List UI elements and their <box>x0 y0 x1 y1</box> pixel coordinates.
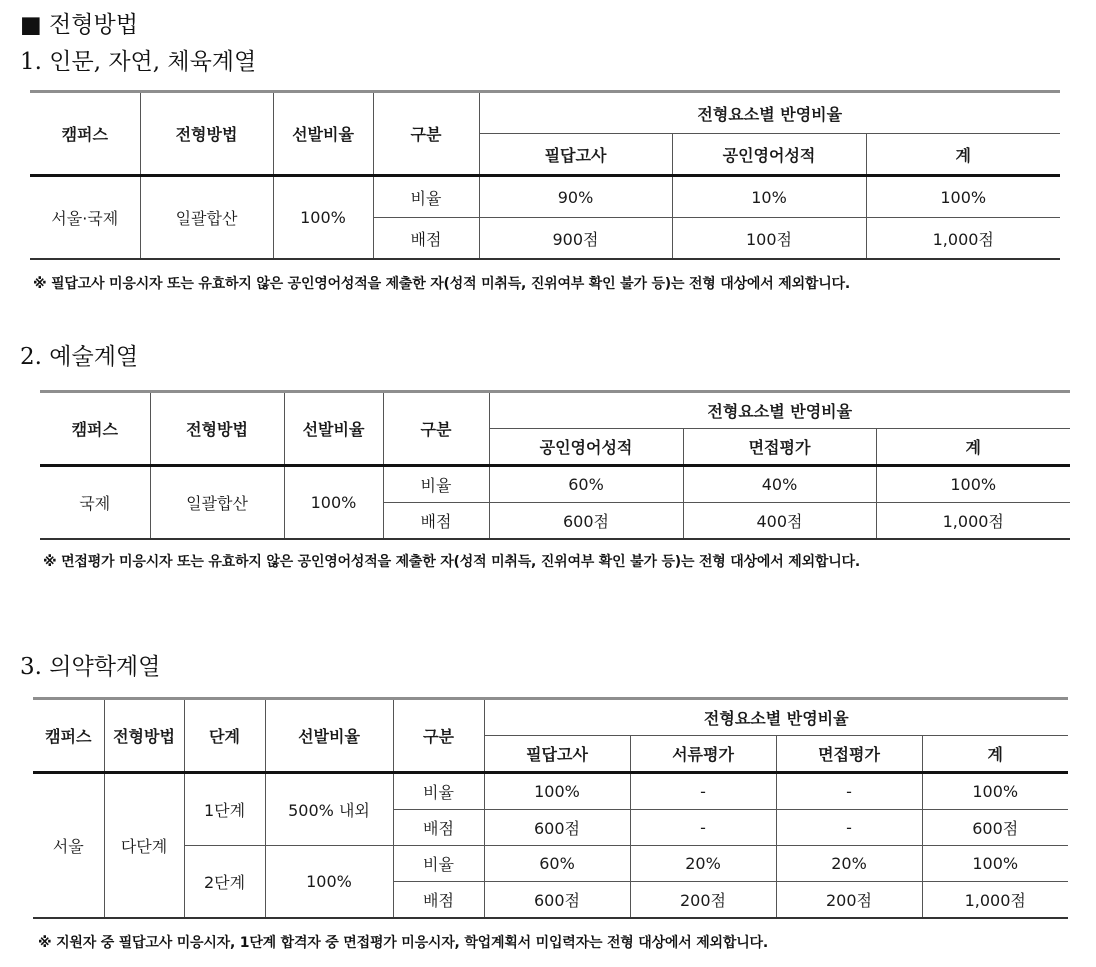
t3-cell-value: 100% <box>922 846 1068 882</box>
page-heading: ■ 전형방법 <box>20 12 138 38</box>
t3-cell-ratio: 100% <box>265 846 393 919</box>
t1-cell-value: 100% <box>866 176 1060 218</box>
selection-table-2 <box>40 390 1070 540</box>
t3-header-element: 서류평가 <box>630 736 776 773</box>
t2-cell-campus: 국제 <box>40 466 150 540</box>
t3-cell-value: - <box>630 773 776 810</box>
t3-cell-value: 1,000점 <box>922 882 1068 919</box>
t3-cell-value: 20% <box>630 846 776 882</box>
t1-header-element: 공인영어성적 <box>672 134 866 176</box>
t3-cell-category: 배점 <box>393 882 484 919</box>
t2-cell-value: 400점 <box>683 503 876 540</box>
t2-header-campus: 캠퍼스 <box>40 392 150 466</box>
t1-cell-value: 1,000점 <box>866 218 1060 260</box>
t2-header-method: 전형방법 <box>150 392 284 466</box>
t3-cell-value: 600점 <box>484 882 630 919</box>
t2-header-ratio: 선발비율 <box>284 392 383 466</box>
t3-header-campus: 캠퍼스 <box>33 699 104 773</box>
t3-cell-category: 비율 <box>393 846 484 882</box>
t1-cell-value: 10% <box>672 176 866 218</box>
t3-header-element: 계 <box>922 736 1068 773</box>
t2-cell-ratio: 100% <box>284 466 383 540</box>
section-note-1: ※ 필답고사 미응시자 또는 유효하지 않은 공인영어성적을 제출한 자(성적 미취득, 진위여부 확인 불가 등)는 전형 대상에서 제외합니다. <box>33 276 850 292</box>
t3-cell-stage: 2단계 <box>184 846 265 919</box>
t3-cell-stage: 1단계 <box>184 773 265 846</box>
t3-cell-value: 200점 <box>776 882 922 919</box>
section-note-3: ※ 지원자 중 필답고사 미응시자, 1단계 합격자 중 면접평가 미응시자, 학업계획서 미입력자는 전형 대상에서 제외합니다. <box>38 935 768 951</box>
t1-header-group: 전형요소별 반영비율 <box>479 92 1060 134</box>
t3-cell-value: - <box>776 773 922 810</box>
t1-header-campus: 캠퍼스 <box>30 92 140 176</box>
t3-header-stage: 단계 <box>184 699 265 773</box>
t3-cell-value: 200점 <box>630 882 776 919</box>
t3-cell-value: 20% <box>776 846 922 882</box>
section-title-2: 2. 예술계열 <box>20 344 139 370</box>
t1-header-element: 필답고사 <box>479 134 672 176</box>
t3-cell-campus: 서울 <box>33 773 104 919</box>
t3-header-element: 필답고사 <box>484 736 630 773</box>
t2-cell-value: 100% <box>876 466 1070 503</box>
t3-cell-ratio: 500% 내외 <box>265 773 393 846</box>
t3-header-group: 전형요소별 반영비율 <box>484 699 1068 736</box>
selection-table-3 <box>33 697 1068 919</box>
t2-header-group: 전형요소별 반영비율 <box>489 392 1070 429</box>
t2-header-element: 공인영어성적 <box>489 429 683 466</box>
t2-cell-value: 40% <box>683 466 876 503</box>
t1-cell-method: 일괄합산 <box>140 176 273 260</box>
t2-cell-value: 60% <box>489 466 683 503</box>
t1-header-element: 계 <box>866 134 1060 176</box>
t2-cell-value: 1,000점 <box>876 503 1070 540</box>
t3-header-method: 전형방법 <box>104 699 184 773</box>
t3-header-element: 면접평가 <box>776 736 922 773</box>
t1-cell-campus: 서울·국제 <box>30 176 140 260</box>
t2-header-element: 면접평가 <box>683 429 876 466</box>
section-title-1: 1. 인문, 자연, 체육계열 <box>20 49 257 75</box>
t3-header-ratio: 선발비율 <box>265 699 393 773</box>
section-title-3: 3. 의약학계열 <box>20 654 161 680</box>
t1-header-ratio: 선발비율 <box>273 92 373 176</box>
t3-cell-category: 비율 <box>393 773 484 810</box>
t3-cell-value: 600점 <box>484 810 630 846</box>
t1-cell-value: 100점 <box>672 218 866 260</box>
t2-header-element: 계 <box>876 429 1070 466</box>
t3-cell-method: 다단계 <box>104 773 184 919</box>
t3-cell-value: 100% <box>484 773 630 810</box>
t2-cell-value: 600점 <box>489 503 683 540</box>
t3-cell-value: - <box>630 810 776 846</box>
section-note-2: ※ 면접평가 미응시자 또는 유효하지 않은 공인영어성적을 제출한 자(성적 미취득, 진위여부 확인 불가 등)는 전형 대상에서 제외합니다. <box>43 554 860 570</box>
t1-cell-ratio: 100% <box>273 176 373 260</box>
t2-cell-category: 배점 <box>383 503 489 540</box>
t3-cell-value: - <box>776 810 922 846</box>
t3-cell-category: 배점 <box>393 810 484 846</box>
selection-table-1 <box>30 90 1060 260</box>
t3-cell-value: 100% <box>922 773 1068 810</box>
t3-cell-value: 600점 <box>922 810 1068 846</box>
t1-cell-value: 900점 <box>479 218 672 260</box>
t2-cell-method: 일괄합산 <box>150 466 284 540</box>
t3-cell-value: 60% <box>484 846 630 882</box>
t1-cell-category: 배점 <box>373 218 479 260</box>
t2-cell-category: 비율 <box>383 466 489 503</box>
t3-header-category: 구분 <box>393 699 484 773</box>
t1-cell-value: 90% <box>479 176 672 218</box>
t1-header-method: 전형방법 <box>140 92 273 176</box>
t1-cell-category: 비율 <box>373 176 479 218</box>
t2-header-category: 구분 <box>383 392 489 466</box>
t1-header-category: 구분 <box>373 92 479 176</box>
